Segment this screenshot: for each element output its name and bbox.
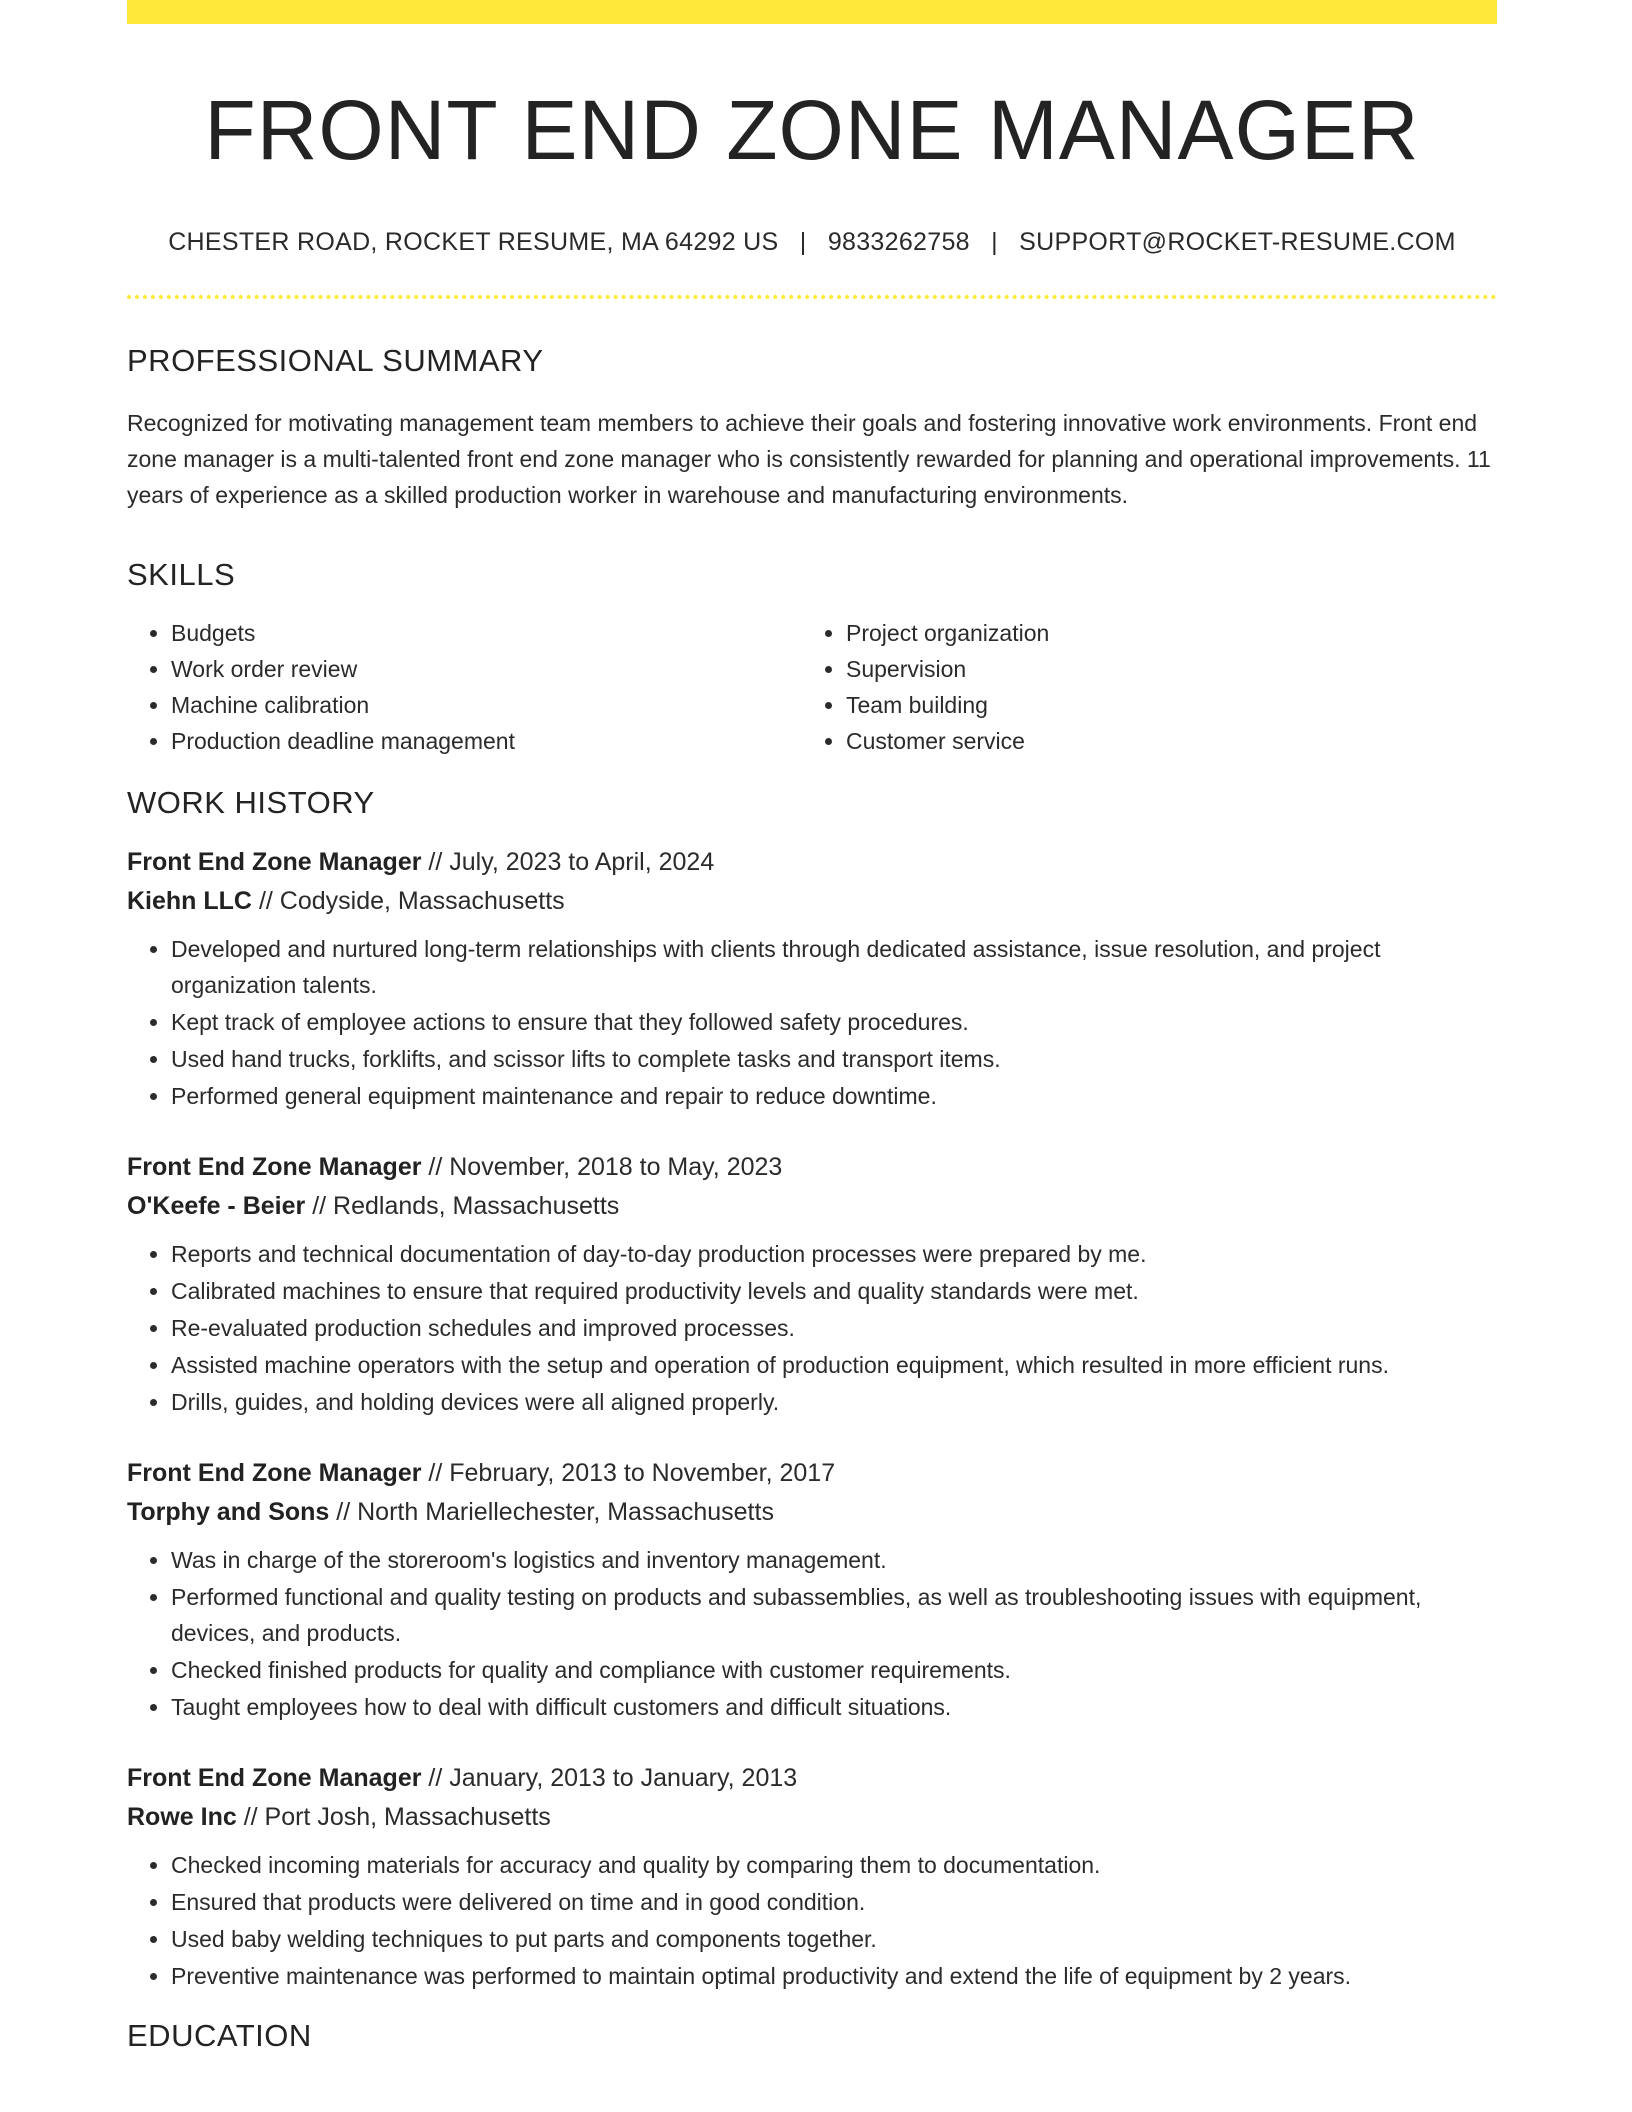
job-bullet: • Performed functional and quality testing on products and subassemblies, as well as troubleshooting issues with equipment, devices, and products. [171, 1579, 1497, 1651]
skill-item: • Budgets [171, 615, 802, 651]
job-bullet: • Calibrated machines to ensure that required productivity levels and quality standards were met. [171, 1273, 1497, 1309]
job-bullet: • Performed general equipment maintenance and repair to reduce downtime. [171, 1078, 1497, 1114]
job-entry [127, 843, 1497, 1114]
summary-heading: PROFESSIONAL SUMMARY [127, 343, 544, 379]
job-dates: // July, 2023 to April, 2024 [421, 848, 715, 877]
skill-item: • Work order review [171, 651, 802, 687]
job-bullets [127, 931, 1497, 1114]
skills-heading: SKILLS [127, 557, 236, 593]
job-bullet: • Assisted machine operators with the setup and operation of production equipment, which resulted in more efficient runs. [171, 1347, 1497, 1383]
contact-separator: | [991, 228, 998, 257]
job-company: Rowe Inc [127, 1803, 237, 1832]
job-dates: // November, 2018 to May, 2023 [421, 1153, 783, 1182]
skills-column-left [127, 615, 802, 759]
job-role: Front End Zone Manager [127, 1764, 422, 1793]
job-role: Front End Zone Manager [127, 848, 422, 877]
skills-column-right [802, 615, 1477, 759]
summary-text: Recognized for motivating management team members to achieve their goals and fostering innovative work environments. Front end zone manager is a multi-talented front end zone manager who is consistently rewarded for planning and operational improvements. 11 years of experience as a skilled production worker in warehouse and manufacturing environments. [127, 410, 1491, 509]
job-bullet: • Developed and nurtured long-term relationships with clients through dedicated assistance, issue resolution, and project organization talents. [171, 931, 1497, 1003]
job-company: Torphy and Sons [127, 1498, 330, 1527]
skill-item: • Machine calibration [171, 687, 802, 723]
contact-address: CHESTER ROAD, ROCKET RESUME, MA 64292 US [168, 228, 779, 257]
job-bullet: • Used baby welding techniques to put parts and components together. [171, 1921, 1497, 1957]
job-bullet: • Preventive maintenance was performed to maintain optimal productivity and extend the life of equipment by 2 years. [171, 1958, 1497, 1994]
job-location: // Codyside, Massachusetts [252, 887, 565, 916]
job-bullet: • Reports and technical documentation of day-to-day production processes were prepared by me. [171, 1236, 1497, 1272]
job-company: Kiehn LLC [127, 887, 252, 916]
job-bullet: • Was in charge of the storeroom's logistics and inventory management. [171, 1542, 1497, 1578]
skill-item: • Supervision [846, 651, 1477, 687]
job-bullet: • Re-evaluated production schedules and improved processes. [171, 1310, 1497, 1346]
job-bullet: • Drills, guides, and holding devices were all aligned properly. [171, 1384, 1497, 1420]
job-location: // Port Josh, Massachusetts [236, 1803, 551, 1832]
job-location: // North Mariellechester, Massachusetts [329, 1498, 774, 1527]
job-bullet: • Ensured that products were delivered on time and in good condition. [171, 1884, 1497, 1920]
job-entry [127, 1148, 1497, 1420]
job-bullet: • Used hand trucks, forklifts, and scissor lifts to complete tasks and transport items. [171, 1041, 1497, 1077]
job-title-line [127, 843, 1497, 882]
job-company: O'Keefe - Beier [127, 1192, 306, 1221]
skill-item: • Project organization [846, 615, 1477, 651]
job-entry [127, 1454, 1497, 1725]
job-company-line [127, 1798, 1497, 1837]
job-title-line [127, 1148, 1497, 1187]
job-dates: // February, 2013 to November, 2017 [421, 1459, 836, 1488]
job-entry [127, 1759, 1497, 1994]
job-bullets [127, 1236, 1497, 1420]
contact-separator: | [799, 228, 807, 257]
job-title-line [127, 1454, 1497, 1493]
job-company-line [127, 1187, 1497, 1226]
job-dates: // January, 2013 to January, 2013 [421, 1764, 798, 1793]
job-bullet: • Kept track of employee actions to ensure that they followed safety procedures. [171, 1004, 1497, 1040]
header-divider [127, 295, 1497, 299]
job-bullets [127, 1542, 1497, 1725]
job-role: Front End Zone Manager [127, 1459, 422, 1488]
skills-list [127, 615, 1497, 759]
job-role: Front End Zone Manager [127, 1153, 422, 1182]
resume-page [127, 0, 1497, 2054]
education-heading: EDUCATION [127, 2018, 312, 2054]
accent-top-bar [127, 0, 1497, 24]
contact-email: SUPPORT@ROCKET-RESUME.COM [1019, 228, 1456, 257]
work-history-heading: WORK HISTORY [127, 785, 375, 821]
job-title-line [127, 1759, 1497, 1798]
job-company-line [127, 1493, 1497, 1532]
job-bullet: • Taught employees how to deal with difficult customers and difficult situations. [171, 1689, 1497, 1725]
resume-name: FRONT END ZONE MANAGER [204, 83, 1420, 177]
contact-line [127, 228, 1497, 257]
contact-phone: 9833262758 [827, 228, 970, 257]
job-bullet: • Checked finished products for quality and compliance with customer requirements. [171, 1652, 1497, 1688]
skill-item: • Production deadline management [171, 723, 802, 759]
skill-item: • Customer service [846, 723, 1477, 759]
job-bullet: • Checked incoming materials for accuracy and quality by comparing them to documentation. [171, 1847, 1497, 1883]
job-company-line [127, 882, 1497, 921]
job-bullets [127, 1847, 1497, 1994]
skill-item: • Team building [846, 687, 1477, 723]
job-location: // Redlands, Massachusetts [305, 1192, 620, 1221]
